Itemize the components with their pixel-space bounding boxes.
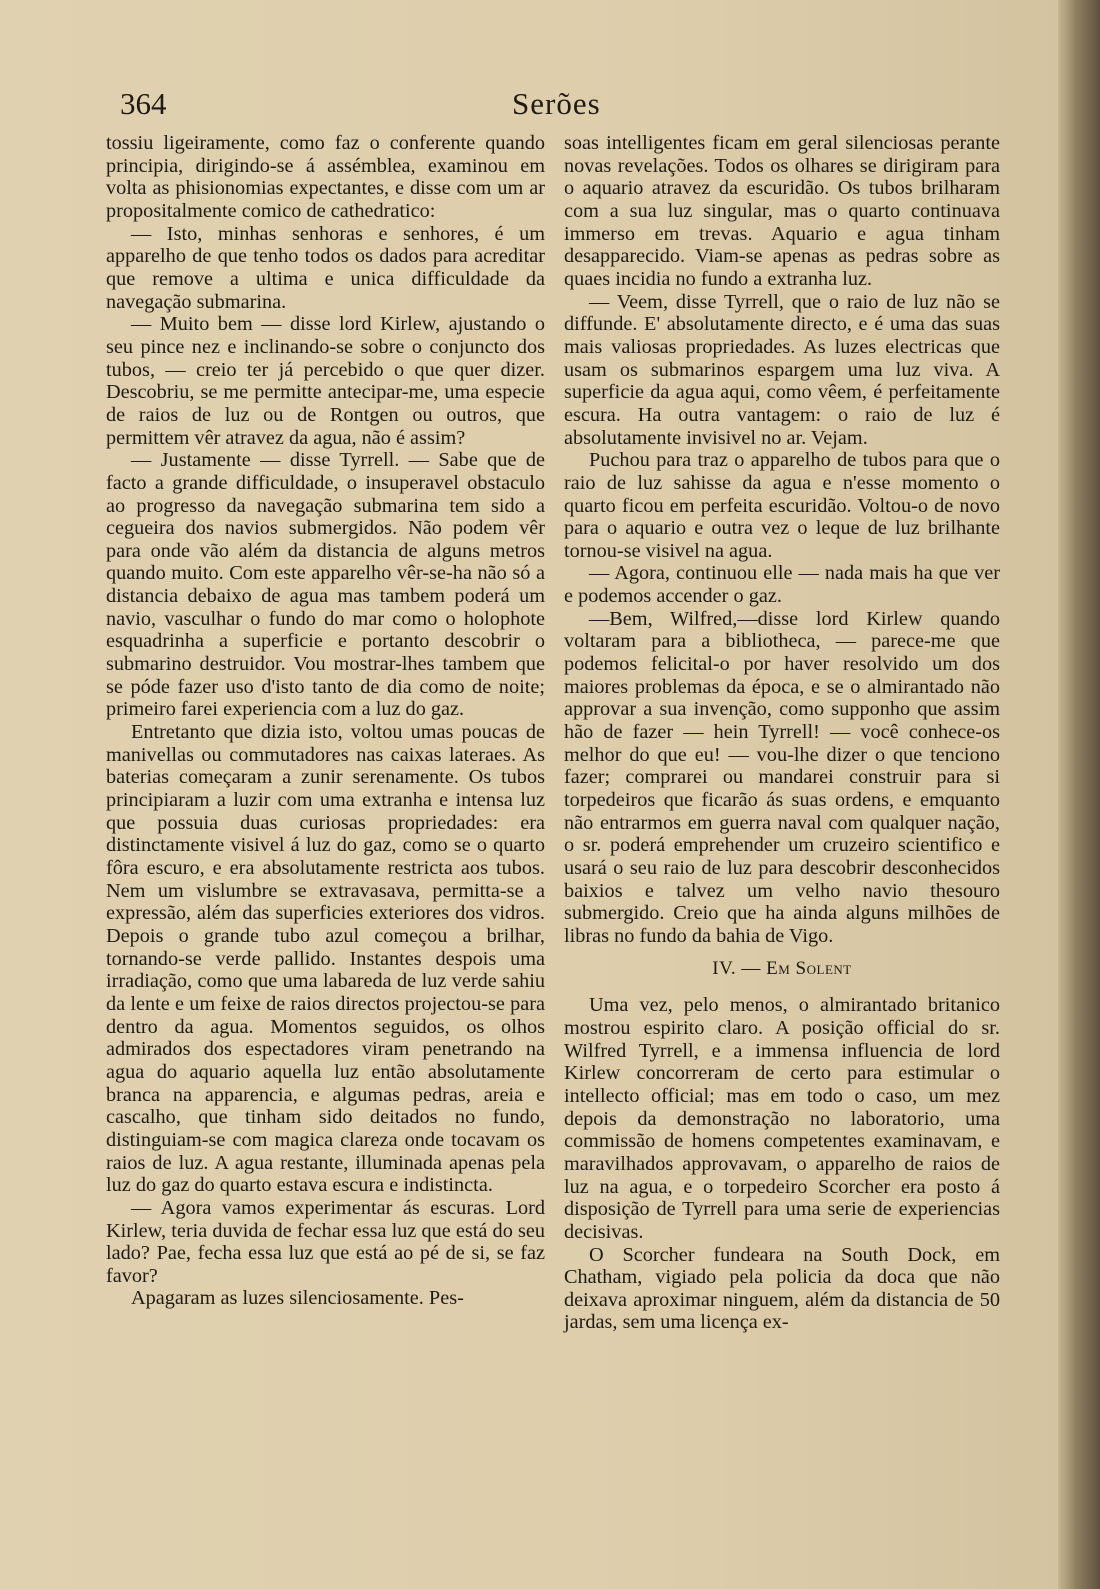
paragraph: — Isto, minhas senhoras e senhores, é um apparelho de que tenho todos os dados para acreditar que remove a ultima e unica difficuldade da navegação submarina. (106, 222, 545, 313)
section-heading: IV. — Em Solent (712, 957, 852, 979)
page-number: 364 (120, 86, 167, 121)
paragraph: Uma vez, pelo menos, o almirantado britanico mostrou espirito claro. A posição official do sr. Wilfred Tyrrell, e a immensa influencia de lord Kirlew concorreram de certo para estimular o intellecto official; mas em todo o caso, um mez depois da demonstração no laboratorio, uma commissão de homens competentes examinavam, e maravilhados approvavam, o apparelho de raios de luz na agua, e o torpedeiro Scorcher era posto á disposição de Tyrrell para uma serie de experiencias decisivas. (564, 994, 1000, 1243)
paragraph: Entretanto que dizia isto, voltou umas poucas de manivellas ou commutadores nas caixas lateraes. As baterias começaram a zunir serenamente. Os tubos principiaram a luzir com uma extranha e intensa luz que possuia duas curiosas propriedades: era distinctamente visivel á luz do gaz, como se o quarto fôra escuro, e era absolutamente restricta aos tubos. Nem um vislumbre se extravasava, permitta-se a expressão, além das superficies exteriores dos vidros. Depois o grande tubo azul começou a brilhar, tornando-se verde pallido. Instantes despois uma irradiação, como que uma labareda de luz verde sahiu da lente e um feixe de raios directos projectou-se para dentro da agua. Momentos seguidos, os olhos admirados dos espectadores viram penetrando na agua do aquario aquella luz então absolutamente branca na apparencia, e algumas pedras, areia e cascalho, que tinham sido deitados no fundo, distinguiam-se com magica clareza onde tocavam os raios de luz. A agua restante, illuminada apenas pela luz do gaz do quarto estava escura e indistincta. (106, 721, 545, 1197)
paragraph: — Veem, disse Tyrrell, que o raio de luz não se diffunde. E' absolutamente directo, e é uma das suas mais valiosas propriedades. As luzes electricas que usam os submarinos espargem uma luz viva. A superficie da agua aqui, como vêem, é perfeitamente escura. Ha outra vantagem: o raio de luz é absolutamente invisivel no ar. Vejam. (564, 290, 1000, 449)
paragraph: — Agora vamos experimentar ás escuras. Lord Kirlew, teria duvida de fechar essa luz que está do seu lado? Pae, fecha essa luz que está ao pé de si, se faz favor? (106, 1196, 545, 1287)
paragraph: — Justamente — disse Tyrrell. — Sabe que de facto a grande difficuldade, o insuperavel obstaculo ao progresso da navegação submarina tem sido a cegueira dos navios submergidos. Não podem vêr para onde vão além da distancia de alguns metros quando muito. Com este apparelho vêr-se-ha não só a distancia debaixo de agua mas tambem poderá um navio, vasculhar o fundo do mar como o holophote esquadrinha a superficie e portanto descobrir o submarino destruidor. Vou mostrar-lhes tambem que se póde fazer uso d'isto tanto de dia como de noite; primeiro farei experiencia com a luz do gaz. (106, 449, 545, 721)
paragraph: — Muito bem — disse lord Kirlew, ajustando o seu pince nez e inclinando-se sobre o conjuncto dos tubos, — creio ter já percebido o que quer dizer. Descobriu, se me permitte antecipar-me, uma especie de raios de luz ou de Rontgen ou outros, que permittem vêr atravez da agua, não é assim? (106, 313, 545, 449)
page-header (120, 86, 1000, 126)
paragraph: Apagaram as luzes silenciosamente. Pes- (131, 1287, 464, 1310)
left-column (106, 132, 545, 1310)
book-spine-shadow (1058, 0, 1100, 1589)
paragraph: O Scorcher fundeara na South Dock, em Chatham, vigiado pela policia da doca que não deixava aproximar ninguem, além da distancia de 50 jardas, sem uma licença ex- (564, 1243, 1000, 1334)
paragraph: — Agora, continuou elle — nada mais ha que ver e podemos accender o gaz. (564, 562, 1000, 608)
paragraph: Puchou para traz o apparelho de tubos para que o raio de luz sahisse da agua e n'esse momento o quarto ficou em perfeita escuridão. Voltou-o de novo para o aquario e outra vez o leque de luz brilhante tornou-se visivel na agua. (564, 449, 1000, 562)
paragraph: tossiu ligeiramente, como faz o conferente quando principia, dirigindo-se á assémblea, examinou em volta as phisionomias expectantes, e disse com um ar propositalmente comico de cathedratico: (106, 132, 545, 222)
paragraph: —Bem, Wilfred,—disse lord Kirlew quando voltaram para a bibliotheca, — parece-me que podemos felicital-o por haver resolvido um dos maiores problemas da época, e se o almirantado não approvar a sua invenção, como supponho que assim hão de fazer — hein Tyrrell! — você conhece-os melhor do que eu! — vou-lhe dizer o que tenciono fazer; comprarei ou mandarei construir para si torpedeiros que ficarão ás suas ordens, e emquanto não entrarmos em guerra naval com qualquer nação, o sr. poderá emprehender um cruzeiro scientifico e usará o seu raio de luz para descobrir desconhecidos baixios e talvez um velho navio thesouro submergido. Creio que ha ainda alguns milhões de libras no fundo da bahia de Vigo. (564, 607, 1000, 947)
right-column (564, 132, 1000, 1334)
paragraph: soas intelligentes ficam em geral silenciosas perante novas revelações. Todos os olhares se dirigiram para o aquario atravez da escuridão. Os tubos brilharam com a sua luz singular, mas o quarto continuava immerso em trevas. Aquario e agua tinham desapparecido. Viam-se apenas as pedras sobre as quaes incidia no fundo a extranha luz. (564, 132, 1000, 290)
running-title: Serões (512, 86, 601, 121)
